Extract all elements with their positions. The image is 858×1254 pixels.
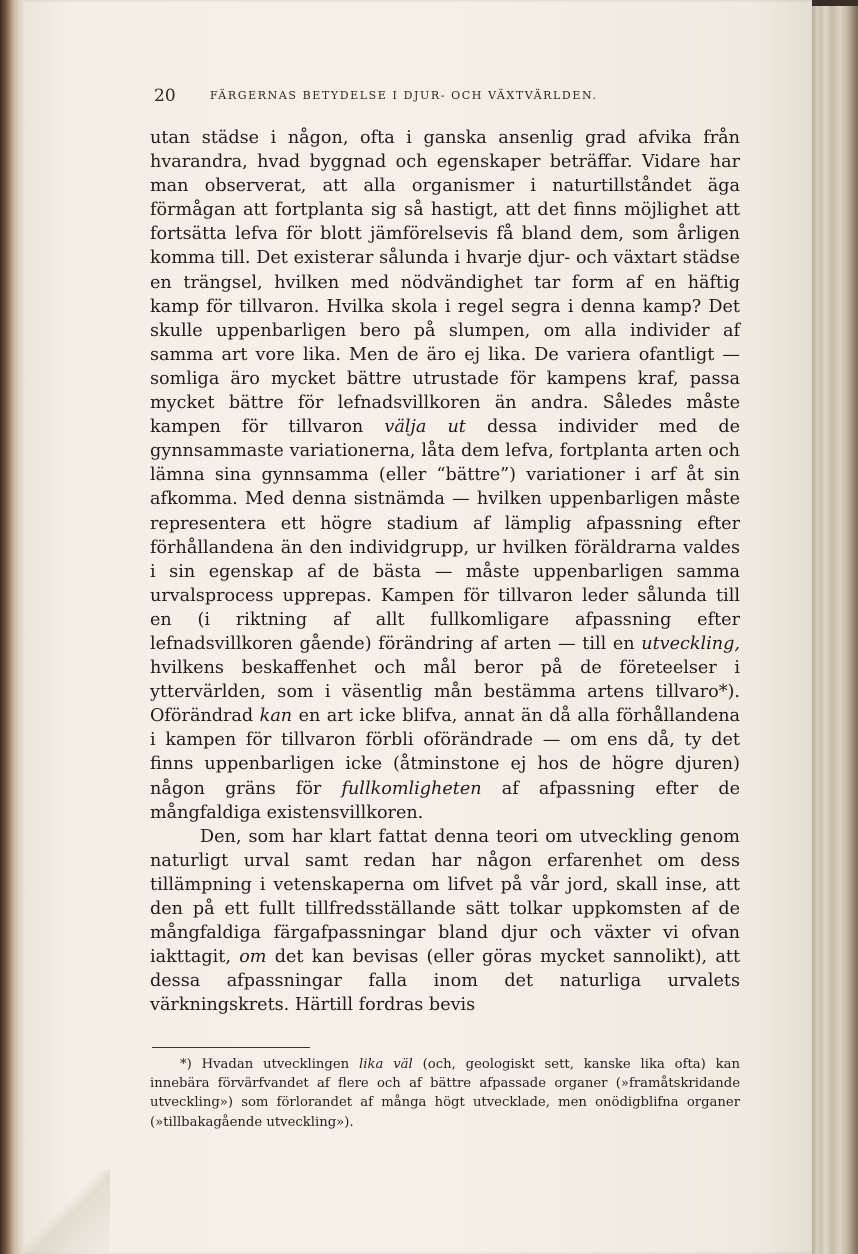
emphasis-kan: kan [259,706,293,727]
paragraph-1-text-e: af afpassning efter de mångfaldiga existensvillkoren. [150,778,740,823]
paragraph-1-text-b: dessa individer med de gynnsammaste variationerna, låta dem lefva, fortplanta arten och lämna sina gynnsamma (eller “bättre”) variationer i arf åt sin afkomma. Med denna sistnämda — hvilken uppenbarligen måste representera ett högre stadium af lämplig afpassning efter förhållandena än den individgrupp, ur hvilken föräldrarna valdes i sin egenskap af de bästa — måste uppenbarligen samma urvalsprocess upprepas. Kampen för tillvaron leder sålunda till en (i riktning af allt fullkomligare afpassning efter lefnadsvillkoren gående) förändring af arten — till en [150,417,741,654]
emphasis-valja-ut: välja ut [384,417,466,438]
paragraph-2 [150,825,740,1018]
paragraph-2-text-a: Den, som har klart fattat denna teori om utveckling genom naturligt urval samt redan har någon erfarenhet om dess tillämpning i vetenskaperna om lifvet på vår jord, skall inse, att den på ett fullt tillfredsställande sätt tolkar uppkomsten af de mångfaldiga färgafpassningar bland djur och växter vi ofvan iakttagit, [150,826,740,968]
footnote-text-a: *) Hvadan utvecklingen [180,1057,350,1072]
paragraph-1-text-a: utan städse i någon, ofta i ganska ansenlig grad afvika från hvarandra, hvad byggnad och egenskaper beträffar. Vidare har man observerat, att alla organismer i naturtillståndet äga förmågan att fortplanta sig så hastigt, att det finns möjlighet att fortsätta lefva för blott jämförelsevis få bland dem, som årligen komma till. Det existerar sålunda i hvarje djur- och växtart städse en trängsel, hvilken med nödvändighet tar form af en häftig kamp för tillvaron. Hvilka skola i regel segra i denna kamp? Det skulle uppenbarligen bero på slumpen, om alla individer af samma art vore lika. Men de äro ej lika. De variera ofantligt — somliga äro mycket bättre utrustade för kampens kraf, passa mycket bättre för lefnadsvillkoren än andra. Således måste kampen för tillvaron [150,128,740,438]
paragraph-1 [150,126,740,825]
background-strip [812,0,858,6]
footnote-text [150,1055,740,1132]
emphasis-om: om [239,947,267,968]
running-title: FÄRGERNAS BETYDELSE I DJUR- OCH VÄXTVÄRLDEN. [210,89,598,102]
emphasis-fullkomligheten: fullkomligheten [341,778,482,799]
paragraph-1-text-c: hvilkens beskaffenhet och mål beror på de företeelser i yttervärlden, som i väsentlig mån bestämma artens tillvaro*). Oförändrad [150,658,740,727]
footnote [150,1055,740,1132]
running-header [150,86,750,110]
footnote-rule [152,1047,310,1048]
page-number: 20 [154,86,176,106]
page-corner-fold [20,1170,110,1254]
paragraph-1-text-d: en art icke blifva, annat än då alla förhållandena i kampen för tillvaron förbli oförändrade — om ens då, ty det finns uppenbarligen icke (åtminstone ej hos de högre djuren) någon gräns för [150,706,741,799]
footnote-emphasis: lika väl [359,1057,413,1072]
emphasis-utveckling: utveckling, [641,633,740,654]
paragraph-2-text-b: det kan bevisas (eller göras mycket sannolikt), att dessa afpassningar falla inom det naturliga urvalets värkningskrets. Härtill fordras bevis [150,947,741,1016]
body-text [150,126,740,1017]
footnote-text-b: (och, geologiskt sett, kanske lika ofta) kan innebära förvärfvandet af flere och af bättre afpassade organer (»framåtskridande utveckling») som förlorandet af många högt utvecklade, men onödigblifna organer (»tillbakagående utveckling»). [150,1057,741,1130]
page-fore-edge [812,0,858,1254]
